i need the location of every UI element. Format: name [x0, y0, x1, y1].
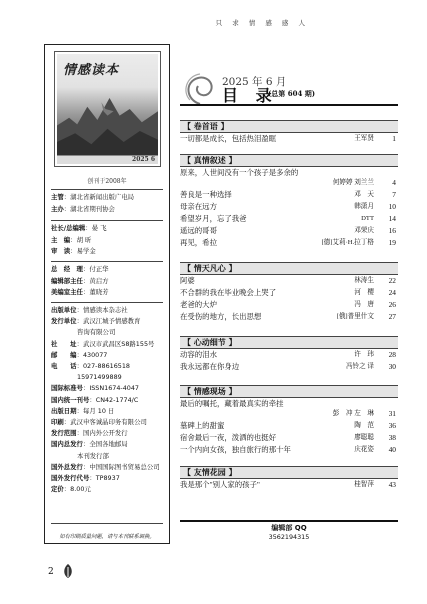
divider	[51, 189, 163, 190]
entry-title: 遥远的哥哥	[180, 226, 217, 235]
entry-author: 河 樱	[354, 289, 374, 296]
toc-entry[interactable]	[180, 167, 398, 189]
pub-row: 出版单位：情感读本杂志社	[51, 306, 128, 314]
entry-page: 26	[388, 300, 396, 309]
masthead-panel	[44, 44, 170, 544]
pub-row: 印刷：武汉申客诚晶印务有限公司	[51, 418, 147, 427]
entry-title: 一个内向女孩，独自旅行的那十年	[180, 445, 291, 454]
toc-entry[interactable]	[180, 133, 398, 145]
org-info	[51, 192, 169, 215]
section-header: 【 友情花园 】	[180, 466, 398, 479]
pub-row: 国际标准号：ISSN1674-4047	[51, 384, 139, 393]
cover-strip-text: 2025 6	[132, 156, 155, 163]
entry-title: 在受伤的地方，长出思想	[180, 312, 262, 321]
header-rule	[180, 104, 398, 106]
entry-author: 韩潇月	[354, 203, 374, 210]
staff-info	[51, 223, 169, 258]
entry-title: 母亲在远方	[180, 202, 217, 211]
entry-page: 43	[388, 480, 396, 489]
entry-page: 4	[392, 178, 396, 187]
contact-label: 编辑部 QQ	[271, 524, 307, 532]
toc-entry[interactable]	[180, 349, 398, 361]
editor-row: 总 经 理：付正华	[51, 265, 109, 273]
section-header: 【 真情叙述 】	[180, 154, 398, 167]
entry-title: 宿舍最后一夜，泼洒的也挺好	[180, 433, 277, 442]
mountain-illustration	[57, 87, 158, 164]
toc-section	[180, 120, 398, 145]
cover-strip	[57, 155, 158, 164]
entry-title: 善良是一种选择	[180, 190, 232, 199]
entry-title: 不合群的我在毕业晚会上哭了	[180, 288, 277, 297]
staff-row: 审 读：易学金	[51, 247, 96, 255]
entry-page: 10	[388, 202, 396, 211]
pub-row: 国外总发行：中国国际图书贸易总公司	[51, 462, 160, 471]
toc-entry[interactable]	[180, 275, 398, 287]
entry-page: 19	[388, 238, 396, 247]
entry-page: 22	[388, 276, 396, 285]
entry-author: 冯铃之 译	[345, 363, 374, 370]
toc-entry[interactable]	[180, 201, 398, 213]
swirl-ornament	[180, 70, 220, 108]
editor-row: 编辑部主任：黄启方	[51, 276, 109, 285]
cover-title: 情感读本	[63, 63, 120, 78]
pub-row: 国内统一刊号：CN42-1774/C	[51, 395, 139, 404]
entry-title: 老爸的大炉	[180, 300, 217, 309]
entry-title: 希望岁月，忘了我爸	[180, 214, 247, 223]
entry-title: 墓碑上的甜蜜	[180, 421, 225, 430]
entry-author: 许 玮	[354, 351, 374, 358]
toc-entry[interactable]	[180, 420, 398, 432]
pub-row: 发行范围：国内外公开发行	[51, 429, 128, 438]
entry-title: 一切都是成长，包括热泪盈眶	[180, 134, 277, 143]
pub-row: 社 址：武汉市武昌区S8路155号	[51, 339, 155, 348]
pub-row: 15971499889	[77, 373, 122, 382]
pub-row: 国内总发行：全国各地邮局	[51, 440, 128, 449]
entry-page: 40	[388, 445, 396, 454]
header-slogan: 只 求 情 感 感 人	[215, 19, 309, 27]
entry-author: [俄]普里什文	[336, 313, 374, 320]
toc-entry[interactable]	[180, 398, 398, 420]
toc-entry[interactable]	[180, 287, 398, 299]
entry-title: 最后的嘱托，藏着最真实的牵挂	[180, 399, 284, 408]
toc-entry[interactable]	[180, 361, 398, 373]
pub-row: 邮 编：430077	[51, 350, 108, 359]
pub-row: 定价：8.00元	[51, 485, 91, 494]
issue-date: 2025 年 6 月	[222, 76, 287, 88]
entry-author: 桂智萍	[354, 481, 374, 488]
entry-page: 36	[388, 421, 396, 430]
entry-page: 14	[388, 214, 396, 223]
cover-image	[57, 54, 158, 164]
toc-entry[interactable]	[180, 432, 398, 444]
leaf-logo-icon	[62, 563, 74, 579]
pub-row: 本刊发行部	[77, 451, 109, 460]
toc-section	[180, 385, 398, 456]
section-header: 【 情天凡心 】	[180, 262, 398, 275]
toc-section	[180, 336, 398, 373]
entry-author: 王军贤	[354, 135, 374, 142]
toc-entry[interactable]	[180, 479, 398, 491]
org-row: 主办：湖北省期刊协会	[51, 204, 115, 213]
editor-row: 美编室主任：董晓芳	[51, 288, 109, 296]
entry-page: 1	[392, 134, 396, 143]
editorial-contact	[180, 520, 398, 544]
editor-info	[51, 264, 169, 299]
divider	[51, 261, 163, 262]
toc-entry[interactable]	[180, 311, 398, 323]
publication-info	[51, 305, 169, 495]
entry-page: 7	[392, 190, 396, 199]
pub-row: 出版日期：每月 10 日	[51, 406, 115, 415]
toc-entry[interactable]	[180, 444, 398, 456]
cover-thumbnail[interactable]	[54, 51, 161, 167]
issue-number: (总第 604 期)	[268, 89, 316, 98]
section-header: 【 情感现场 】	[180, 385, 398, 398]
pub-row: 发行单位：武汉江城予情感教育	[51, 317, 141, 326]
pub-row: 电 话：027-88616518	[51, 362, 130, 371]
entry-author: 庆花姿	[354, 446, 374, 453]
entry-author: 邓荣庆	[354, 227, 374, 234]
pub-row: 咨询有限公司	[77, 328, 116, 337]
org-row: 主管：湖北省新闻出版广电局	[51, 193, 135, 201]
divider	[51, 523, 163, 524]
divider	[51, 302, 163, 303]
founded-year: 创刊于2008年	[87, 178, 127, 185]
entry-author: 冯 唐	[354, 301, 374, 308]
toc-section	[180, 262, 398, 323]
entry-page: 31	[388, 409, 396, 418]
toc-entry[interactable]	[180, 213, 398, 225]
entry-author: 陶 范	[354, 422, 374, 429]
entry-author: [德]艾莉·H.拉丁格	[321, 239, 374, 246]
toc-entry[interactable]	[180, 189, 398, 201]
entry-title: 原来，人世间没有一个孩子是多余的	[180, 168, 299, 177]
pub-row: 国外发行代号：TP8937	[51, 474, 120, 483]
toc-entry[interactable]	[180, 299, 398, 311]
entry-page: 28	[388, 350, 396, 359]
entry-author: DTT	[361, 215, 374, 222]
entry-page: 38	[388, 433, 396, 442]
entry-page: 24	[388, 288, 396, 297]
entry-author: 彭 冲 左 琳	[332, 410, 374, 417]
quality-note: 如有印刷质量问题，请与本刊联系调换。	[59, 534, 155, 540]
entry-title: 阿婆	[180, 276, 195, 285]
section-header: 【 卷首语 】	[180, 120, 398, 133]
entry-author: 何婷婷 刘兰兰	[332, 179, 374, 186]
page-title: 目 录	[222, 86, 278, 105]
section-header: 【 心动细节 】	[180, 336, 398, 349]
contact-qq: 3562194315	[268, 533, 310, 541]
entry-page: 30	[388, 362, 396, 371]
entry-author: 廖聪聪	[354, 434, 374, 441]
page-number: 2	[48, 567, 54, 577]
toc-entry[interactable]	[180, 237, 398, 249]
divider	[51, 220, 163, 221]
entry-title: 再见，希拉	[180, 238, 217, 247]
entry-title: 我永远都在你身边	[180, 362, 240, 371]
toc-section	[180, 154, 398, 249]
entry-author: 林涛生	[354, 277, 374, 284]
entry-title: 动容的泪水	[180, 350, 217, 359]
entry-author: 邓 天	[354, 191, 374, 198]
toc-entry[interactable]	[180, 225, 398, 237]
entry-title: 我是那个"别人家的孩子"	[180, 480, 260, 489]
entry-page: 16	[388, 226, 396, 235]
staff-row: 社长/总编辑：晏 飞	[51, 224, 107, 232]
entry-page: 27	[388, 312, 396, 321]
toc-section	[180, 466, 398, 491]
staff-row: 主 编：胡 昕	[51, 235, 92, 244]
